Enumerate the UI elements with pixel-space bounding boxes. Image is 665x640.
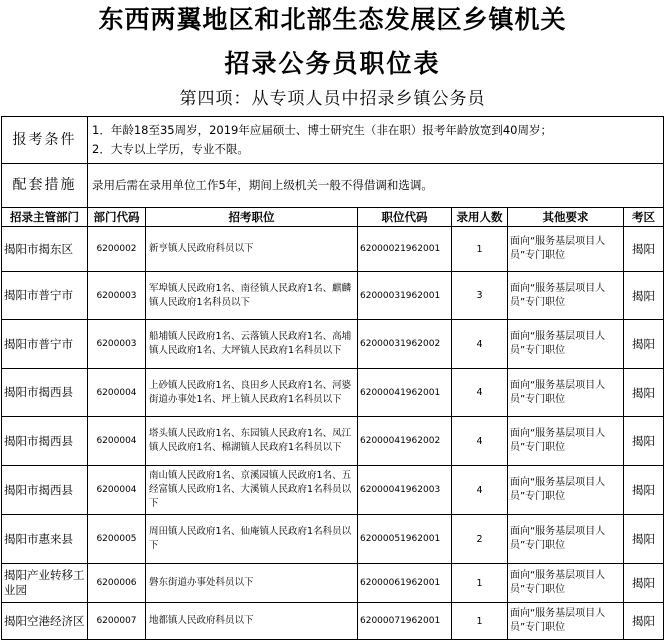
cell-dept: 揭阳空港经济区: [2, 603, 88, 640]
cell-position: 磐东街道办事处科员以下: [146, 564, 358, 603]
page-subtitle: 第四项：从专项人员中招录乡镇公务员: [179, 89, 486, 109]
header-dept: 招录主管部门: [2, 208, 88, 227]
cell-dept: 揭阳市揭西县: [2, 369, 88, 417]
table-row: [2, 603, 664, 640]
page-title-line2: 招录公务员职位表: [224, 49, 441, 78]
cell-area: 揭阳: [624, 417, 664, 466]
cell-position-code: 62000051962001: [358, 515, 452, 564]
cell-dept: 揭阳市普宁市: [2, 272, 88, 320]
cell-dept: 揭阳市揭西县: [2, 417, 88, 466]
header-count: 录用人数: [452, 208, 508, 227]
cell-area: 揭阳: [624, 227, 664, 272]
cell-area: 揭阳: [624, 515, 664, 564]
cell-position-code: 62000021962001: [358, 227, 452, 272]
cell-count: 4: [452, 466, 508, 515]
requirements-label-text: 报考条件: [12, 131, 77, 148]
cell-dept: 揭阳市惠来县: [2, 515, 88, 564]
cell-dept: 揭阳市揭西县: [2, 466, 88, 515]
cell-area: 揭阳: [624, 603, 664, 640]
cell-code: 6200003: [88, 320, 146, 369]
measures-label: [2, 164, 88, 208]
cell-other: 面向“服务基层项目人员”专门职位: [508, 564, 624, 603]
cell-code: 6200004: [88, 369, 146, 417]
cell-code: 6200005: [88, 515, 146, 564]
cell-count: 3: [452, 272, 508, 320]
cell-area: 揭阳: [624, 272, 664, 320]
page-title: 东西两翼地区和北部生态发展区乡镇机关: [98, 5, 567, 34]
cell-position-code: 62000031962002: [358, 320, 452, 369]
cell-position-code: 62000041962003: [358, 466, 452, 515]
requirement-line: 2．大专以上学历，专业不限。: [92, 142, 249, 156]
cell-code: 6200004: [88, 417, 146, 466]
cell-other: 面向“服务基层项目人员”专门职位: [508, 417, 624, 466]
requirements-row: [2, 117, 664, 164]
cell-position: 船埔镇人民政府1名、云落镇人民政府1名、高埔镇人民政府1名、大坪镇人民政府1名科员以下: [146, 320, 358, 369]
cell-position: 塔头镇人民政府1名、东园镇人民政府1名、凤江镇人民政府1名、棉湖镇人民政府1名科员以下: [146, 417, 358, 466]
cell-code: 6200004: [88, 466, 146, 515]
header-position: 招考职位: [146, 208, 358, 227]
cell-position-code: 62000071962001: [358, 603, 452, 640]
cell-count: 4: [452, 417, 508, 466]
cell-position: 地都镇人民政府科员以下: [146, 603, 358, 640]
measures-text: 录用后需在录用单位工作5年，期间上级机关一般不得借调和选调。: [88, 164, 664, 208]
header-other: 其他要求: [508, 208, 624, 227]
cell-position-code: 62000031962001: [358, 272, 452, 320]
requirement-line: 1．年龄18至35周岁，2019年应届硕士、博士研究生（非在职）报考年龄放宽到40周岁；: [92, 123, 552, 137]
cell-dept: 揭阳市普宁市: [2, 320, 88, 369]
cell-code: 6200006: [88, 564, 146, 603]
cell-area: 揭阳: [624, 564, 664, 603]
cell-count: 4: [452, 320, 508, 369]
cell-position-code: 62000041962002: [358, 417, 452, 466]
cell-position-code: 62000061962001: [358, 564, 452, 603]
cell-count: 4: [452, 369, 508, 417]
header-area: 考区: [624, 208, 664, 227]
cell-code: 6200002: [88, 227, 146, 272]
cell-area: 揭阳: [624, 466, 664, 515]
cell-other: 面向“服务基层项目人员”专门职位: [508, 603, 624, 640]
table-row: [2, 272, 664, 320]
cell-code: 6200007: [88, 603, 146, 640]
cell-count: 1: [452, 603, 508, 640]
table-header-row: [2, 208, 664, 227]
table-row: [2, 369, 664, 417]
table-row: [2, 417, 664, 466]
table-row: [2, 466, 664, 515]
table-row: [2, 227, 664, 272]
cell-dept: 揭阳产业转移工业园: [2, 564, 88, 603]
cell-other: 面向“服务基层项目人员”专门职位: [508, 369, 624, 417]
cell-position-code: 62000041962001: [358, 369, 452, 417]
requirements-label: [2, 117, 88, 164]
table-row: [2, 564, 664, 603]
cell-other: 面向“服务基层项目人员”专门职位: [508, 466, 624, 515]
cell-position: 军埠镇人民政府1名、南径镇人民政府1名、麒麟镇人民政府1名科员以下: [146, 272, 358, 320]
cell-position: 南山镇人民政府1名、京溪园镇人民政府1名、五经富镇人民政府1名、大溪镇人民政府1名科员以下: [146, 466, 358, 515]
cell-position: 周田镇人民政府1名、仙庵镇人民政府1名科员以下: [146, 515, 358, 564]
cell-count: 1: [452, 227, 508, 272]
cell-area: 揭阳: [624, 320, 664, 369]
cell-other: 面向“服务基层项目人员”专门职位: [508, 320, 624, 369]
position-table: [1, 116, 664, 640]
cell-other: 面向“服务基层项目人员”专门职位: [508, 515, 624, 564]
table-row: [2, 515, 664, 564]
cell-dept: 揭阳市揭东区: [2, 227, 88, 272]
measures-label-text: 配套措施: [12, 177, 77, 193]
cell-other: 面向“服务基层项目人员”专门职位: [508, 227, 624, 272]
measures-row: [2, 164, 664, 208]
cell-position: 新亨镇人民政府科员以下: [146, 227, 358, 272]
cell-code: 6200003: [88, 272, 146, 320]
requirements-text: [88, 117, 664, 164]
cell-other: 面向“服务基层项目人员”专门职位: [508, 272, 624, 320]
table-row: [2, 320, 664, 369]
cell-count: 1: [452, 564, 508, 603]
cell-position: 上砂镇人民政府1名、良田乡人民政府1名、河婆街道办事处1名、坪上镇人民政府1名科员以下: [146, 369, 358, 417]
cell-area: 揭阳: [624, 369, 664, 417]
header-code: 部门代码: [88, 208, 146, 227]
cell-count: 2: [452, 515, 508, 564]
header-position-code: 职位代码: [358, 208, 452, 227]
